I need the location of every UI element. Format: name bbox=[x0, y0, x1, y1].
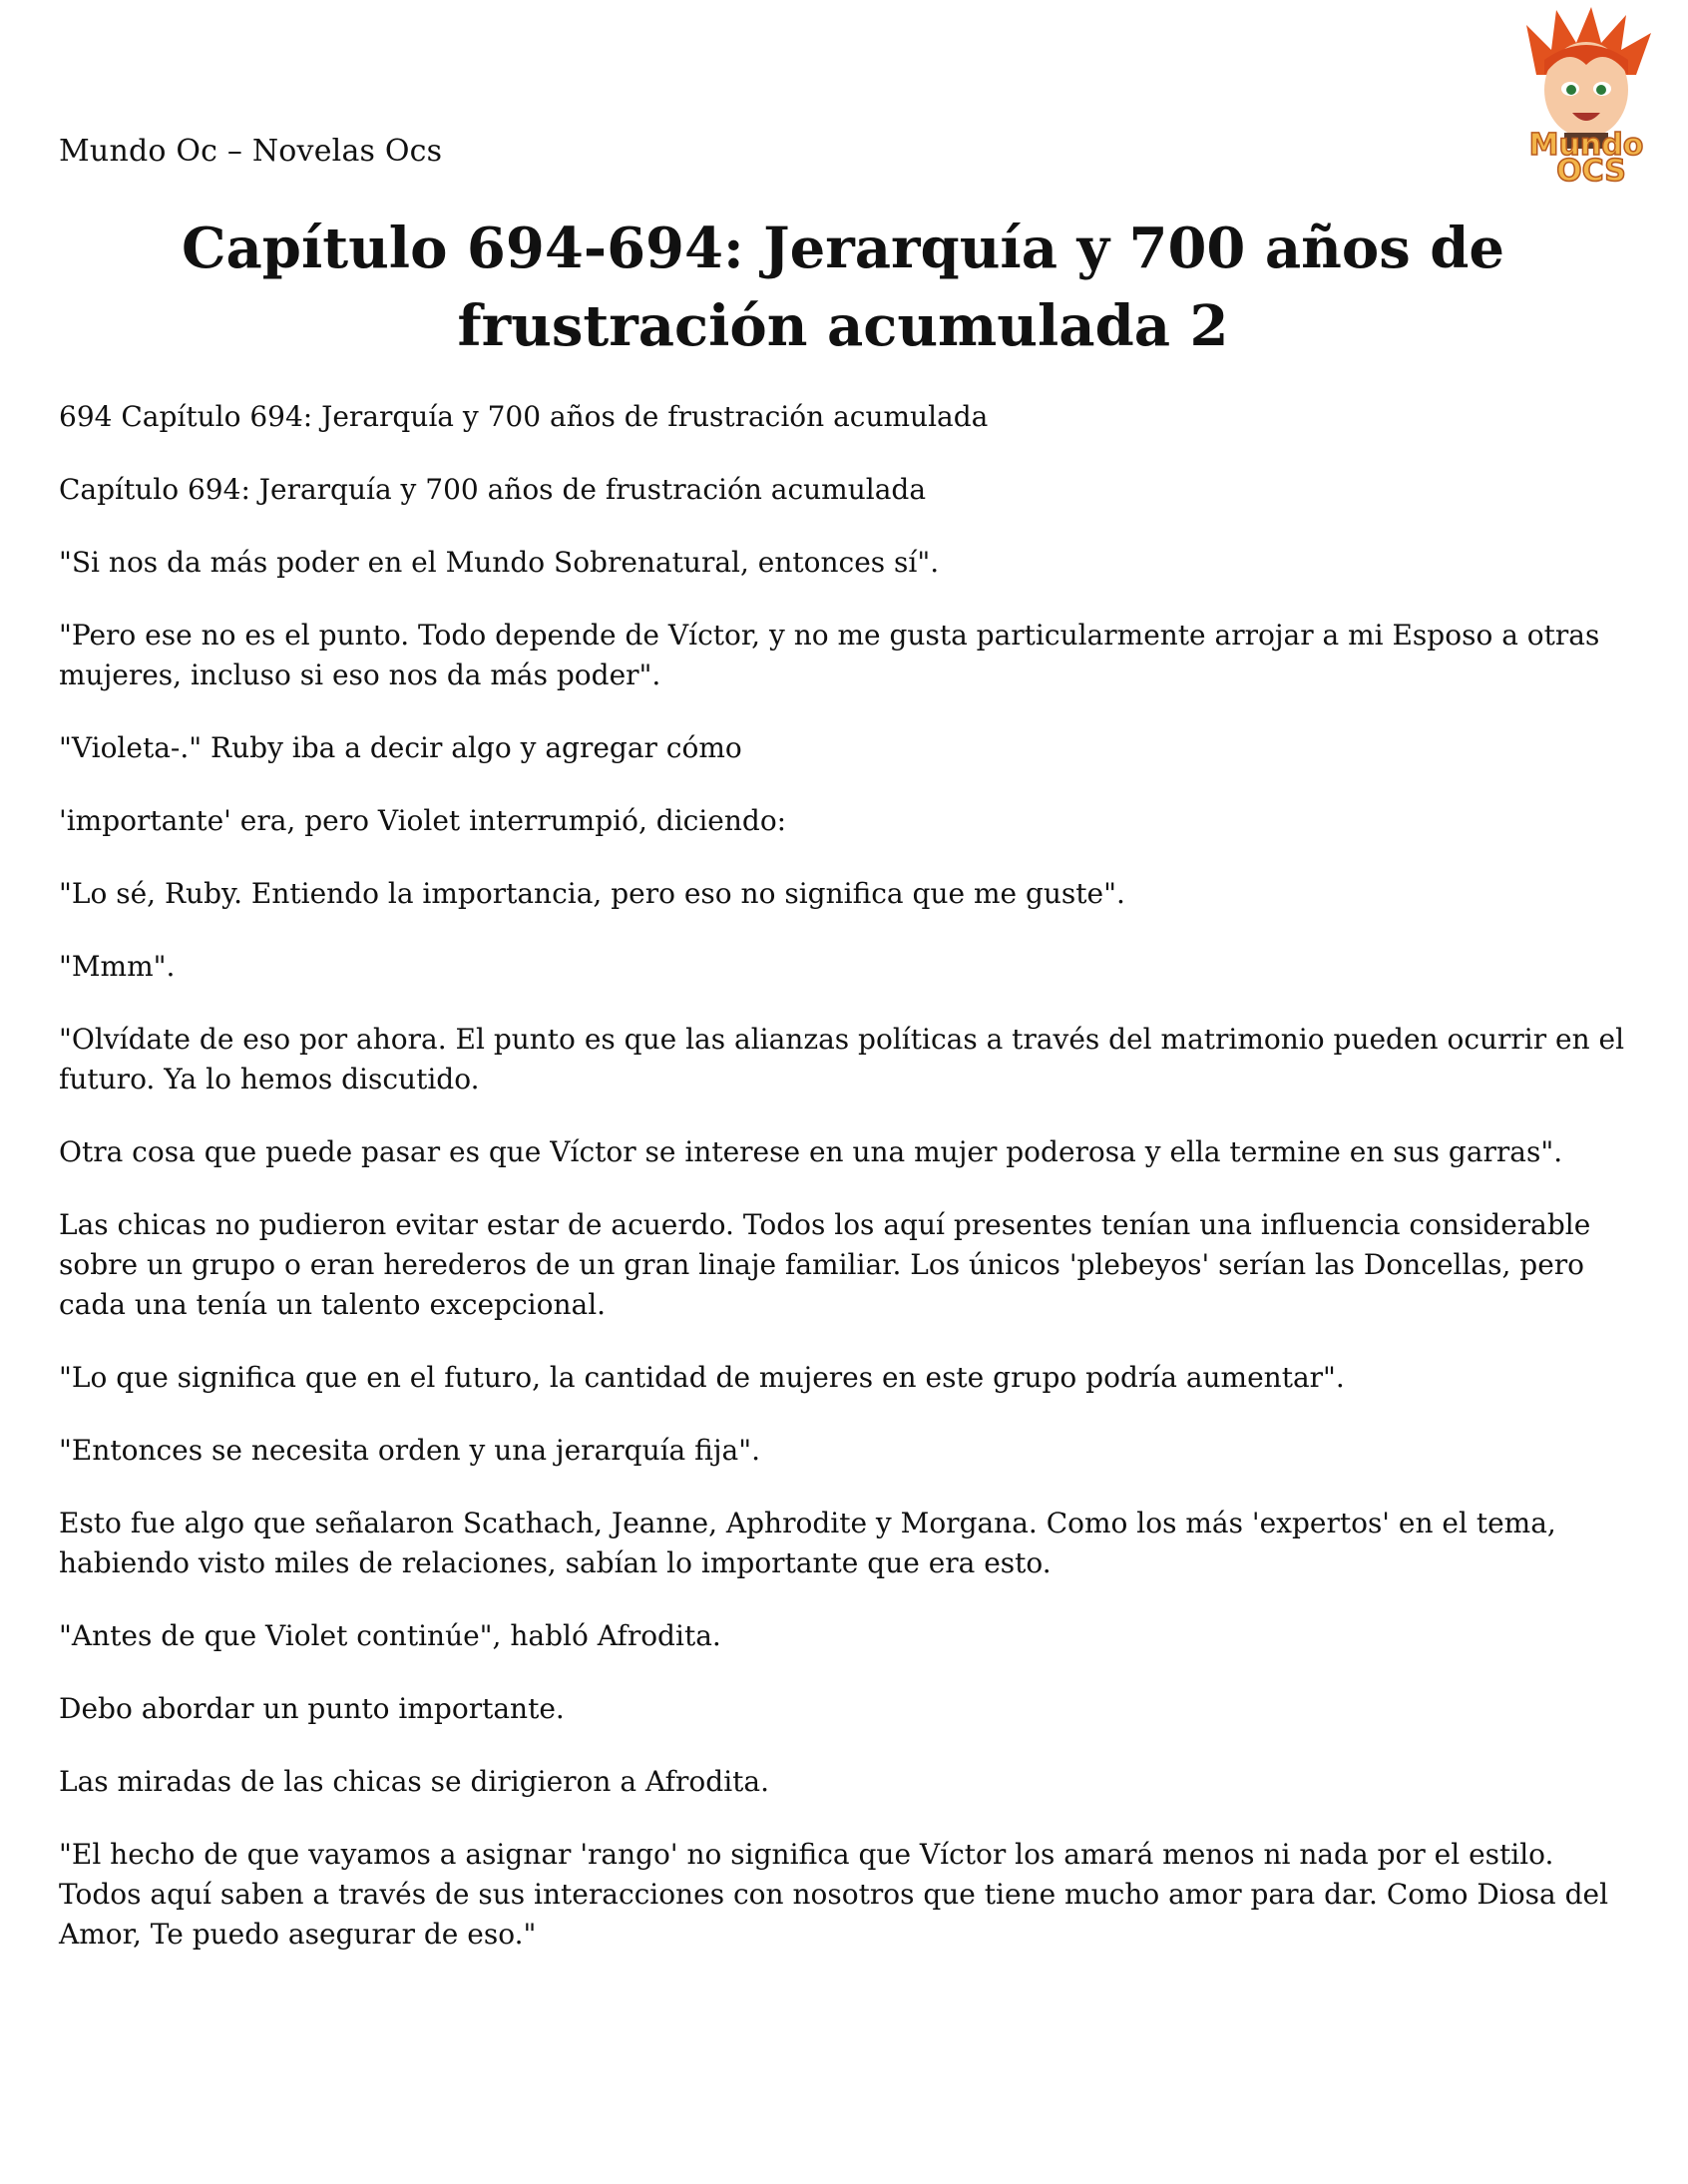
paragraph: 'importante' era, pero Violet interrumpió, diciendo: bbox=[59, 804, 787, 837]
site-header: Mundo Oc – Novelas Ocs bbox=[59, 134, 443, 169]
paragraph: "Antes de que Violet continúe", habló Afrodita. bbox=[59, 1619, 721, 1652]
mundo-ocs-logo bbox=[1496, 5, 1676, 185]
paragraph: Capítulo 694: Jerarquía y 700 años de frustración acumulada bbox=[59, 473, 927, 506]
paragraph: Las chicas no pudieron evitar estar de acuerdo. Todos los aquí presentes tenían una influencia considerable sobre un grupo o eran herederos de un gran linaje familiar. Los únicos 'plebeyos' serían las Doncellas, pero cada una tenía un talento excepcional. bbox=[59, 1208, 1591, 1321]
paragraph: "Olvídate de eso por ahora. El punto es que las alianzas políticas a través del matrimonio pueden ocurrir en el futuro. Ya lo hemos discutido. bbox=[59, 1023, 1625, 1095]
logo-text-top: Mundo bbox=[1528, 128, 1644, 163]
paragraph: "Mmm". bbox=[59, 950, 176, 983]
paragraph: "Pero ese no es el punto. Todo depende de Víctor, y no me gusta particularmente arrojar a mi Esposo a otras mujeres, incluso si eso nos da más poder". bbox=[59, 619, 1600, 691]
paragraph: Debo abordar un punto importante. bbox=[59, 1692, 565, 1725]
paragraph: "Entonces se necesita orden y una jerarquía fija". bbox=[59, 1434, 760, 1467]
paragraph: Otra cosa que puede pasar es que Víctor se interese en una mujer poderosa y ella termine en sus garras". bbox=[59, 1135, 1563, 1168]
paragraph: "Lo que significa que en el futuro, la cantidad de mujeres en este grupo podría aumentar". bbox=[59, 1361, 1345, 1394]
paragraph: "Lo sé, Ruby. Entiendo la importancia, pero eso no significa que me guste". bbox=[59, 877, 1125, 910]
chapter-body bbox=[59, 397, 1635, 1987]
chapter-title: Capítulo 694-694: Jerarquía y 700 años de frustración acumulada 2 bbox=[181, 216, 1505, 359]
paragraph: "Violeta-." Ruby iba a decir algo y agregar cómo bbox=[59, 731, 742, 764]
paragraph: "El hecho de que vayamos a asignar 'rango' no significa que Víctor los amará menos ni nada por el estilo. Todos aquí saben a través de sus interacciones con nosotros que tiene mucho amor para dar. Como Diosa del Amor, Te puedo asegurar de eso." bbox=[59, 1838, 1609, 1951]
paragraph: "Si nos da más poder en el Mundo Sobrenatural, entonces sí". bbox=[59, 546, 940, 579]
paragraph: Esto fue algo que señalaron Scathach, Jeanne, Aphrodite y Morgana. Como los más 'expertos' en el tema, habiendo visto miles de relaciones, sabían lo importante que era esto. bbox=[59, 1507, 1556, 1579]
paragraph: Las miradas de las chicas se dirigieron a Afrodita. bbox=[59, 1765, 769, 1798]
paragraph: 694 Capítulo 694: Jerarquía y 700 años de frustración acumulada bbox=[59, 400, 989, 433]
logo-text-bottom: OCS bbox=[1556, 154, 1626, 185]
